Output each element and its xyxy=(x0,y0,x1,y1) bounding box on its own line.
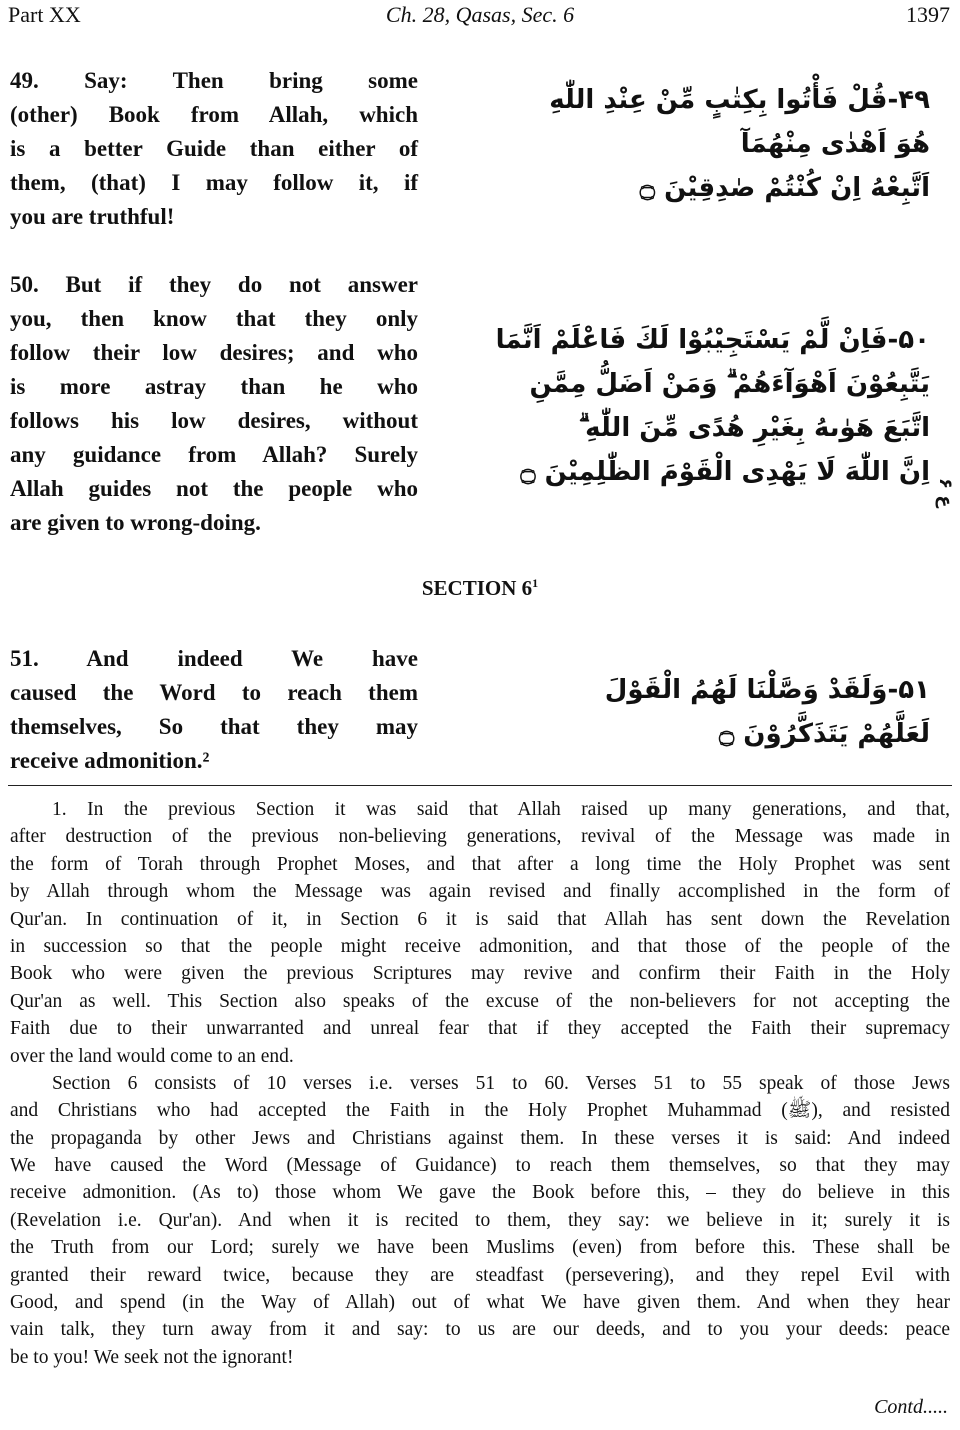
verse-line: 49. Say: Then bring some xyxy=(10,68,418,93)
verse-line: is more astray than he who xyxy=(10,374,418,399)
arabic-line: يَتَّبِعُوْنَ اَهْوَآءَهُمْ ۗ وَمَنْ اَضَلُّ مِمَّنِ xyxy=(529,369,930,399)
verse-line: follows his low desires, without xyxy=(10,408,418,433)
verse-line: 51. And indeed We have xyxy=(10,646,418,671)
verse-51-translation xyxy=(10,642,418,778)
verse-49-translation xyxy=(10,64,418,234)
arabic-line: هُوَ اَهْدٰى مِنْهُمَآ xyxy=(740,129,930,159)
section-title: SECTION 6 xyxy=(421,576,533,600)
footnote-line: granted their reward twice, because they are steadfast (persevering), and they repel Evil with xyxy=(10,1264,950,1286)
footnote-ref: 1 xyxy=(532,576,539,590)
footnote-line: Qur'an as well. This Section also speaks of the excuse of the non-believers for not accepting the xyxy=(10,990,950,1012)
footnote-line: the Truth from our Lord; surely we have been Muslims (even) from before this. These shall be xyxy=(10,1237,950,1259)
arabic-line: اِنَّ اللّٰهَ لَا يَهْدِى الْقَوْمَ الظّٰلِمِيْنَ ۝ xyxy=(520,457,930,487)
verse-50-translation xyxy=(10,268,418,540)
arabic-line: اَتَّبِعْهُ اِنْ كُنْتُمْ صٰدِقِيْنَ ۝ xyxy=(639,173,930,203)
footnote-line: (Revelation i.e. Qur'an). And when it is recited to them, they say: we believe in it; surely it is xyxy=(10,1209,950,1231)
page-number: 1397 xyxy=(906,2,950,27)
verse-line: Allah guides not the people who xyxy=(10,476,418,501)
verse-line: are given to wrong-doing. xyxy=(10,510,261,535)
footnote-line: be to you! We seek not the ignorant! xyxy=(10,1346,294,1368)
footnote-line: the form of Torah through Prophet Moses, and that after a long time the Holy Prophet was sent xyxy=(10,853,950,875)
verse-line: is a better Guide than either of xyxy=(10,136,418,161)
arabic-line: ۵۰-فَاِنْ لَّمْ يَسْتَجِيْبُوْا لَكَ فَاعْلَمْ اَنَّمَا xyxy=(495,325,930,355)
continued-label: Contd..... xyxy=(874,1396,948,1418)
footnote-line: Qur'an. In continuation of it, in Section 6 it is said that Allah has sent down the Revelation xyxy=(10,908,950,930)
footnote-line: the propaganda by other Jews and Christians against them. In these verses it is said: And indeed xyxy=(10,1127,950,1149)
arabic-line: ۴۹-قُلْ فَأْتُوا بِكِتٰبٍ مِّنْ عِنْدِ اللّٰهِ xyxy=(549,85,930,115)
verse-50-arabic xyxy=(490,318,930,494)
part-label: Part XX xyxy=(8,2,81,27)
footnote-line: 1. In the previous Section it was said that Allah raised up many generations, and that, xyxy=(52,799,950,820)
footnote-line: receive admonition. (As to) those whom We gave the Book before this, – they do believe in this xyxy=(10,1182,950,1204)
footnote-line: by Allah through whom the Message was again revised and finally accomplished in the form of xyxy=(10,881,950,903)
footnote-divider xyxy=(8,785,952,786)
verse-51-arabic xyxy=(490,668,930,756)
verse-line: 50. But if they do not answer xyxy=(10,272,418,297)
verse-line: themselves, So that they may xyxy=(10,714,418,739)
verse-line: any guidance from Allah? Surely xyxy=(10,442,418,467)
verse-line: them, (that) I may follow it, if xyxy=(10,170,418,195)
ruku-mark: ع ۶ xyxy=(935,478,956,508)
chapter-heading: Ch. 28, Qasas, Sec. 6 xyxy=(385,2,575,27)
footnote-line: and Christians who had accepted the Faith in the Holy Prophet Muhammad (ﷺ), and resisted xyxy=(10,1100,950,1122)
verse-line: you are truthful! xyxy=(10,204,175,229)
verse-49-arabic xyxy=(490,78,930,210)
footnote-line: We have caused the Word (Message of Guidance) to reach them themselves, so that they may xyxy=(10,1155,950,1177)
footnote-line: vain talk, they turn away from it and say: to us are our deeds, and to you your deeds: peace xyxy=(10,1319,950,1341)
footnotes xyxy=(10,796,950,1371)
footnote-line: Section 6 consists of 10 verses i.e. verses 51 to 60. Verses 51 to 55 speak of those Jews xyxy=(52,1072,950,1094)
footnote-line: after destruction of the previous non-believing generations, revival of the Message was made in xyxy=(10,826,950,848)
footnote-line: over the land would come to an end. xyxy=(10,1045,294,1067)
verse-line: follow their low desires; and who xyxy=(10,340,418,365)
verse-line: you, then know that they only xyxy=(10,306,418,331)
footnote-line: in succession so that the people might receive admonition, and that those of the people of the xyxy=(10,935,950,957)
arabic-line: ۵۱-وَلَقَدْ وَصَّلْنَا لَهُمُ الْقَوْلَ xyxy=(604,675,930,705)
footnote-line: Faith due to their unwarranted and unreal fear that if they accepted the Faith their supremacy xyxy=(10,1018,950,1040)
arabic-line: اتَّبَعَ هَوٰىهُ بِغَيْرِ هُدًى مِّنَ اللّٰهِ ۗ xyxy=(578,413,930,443)
footnote-line: Good, and spend (in the Way of Allah) out of what We have given them. And when they hear xyxy=(10,1292,950,1314)
verse-line: receive admonition.² xyxy=(10,748,210,773)
arabic-line: لَعَلَّهُمْ يَتَذَكَّرُوْنَ ۝ xyxy=(719,719,930,749)
verse-line: caused the Word to reach them xyxy=(10,680,418,705)
verse-line: (other) Book from Allah, which xyxy=(10,102,418,127)
footnote-line: Book who were given the previous Scriptures may revive and confirm their Faith in the Holy xyxy=(10,963,950,985)
section-heading xyxy=(0,576,960,601)
